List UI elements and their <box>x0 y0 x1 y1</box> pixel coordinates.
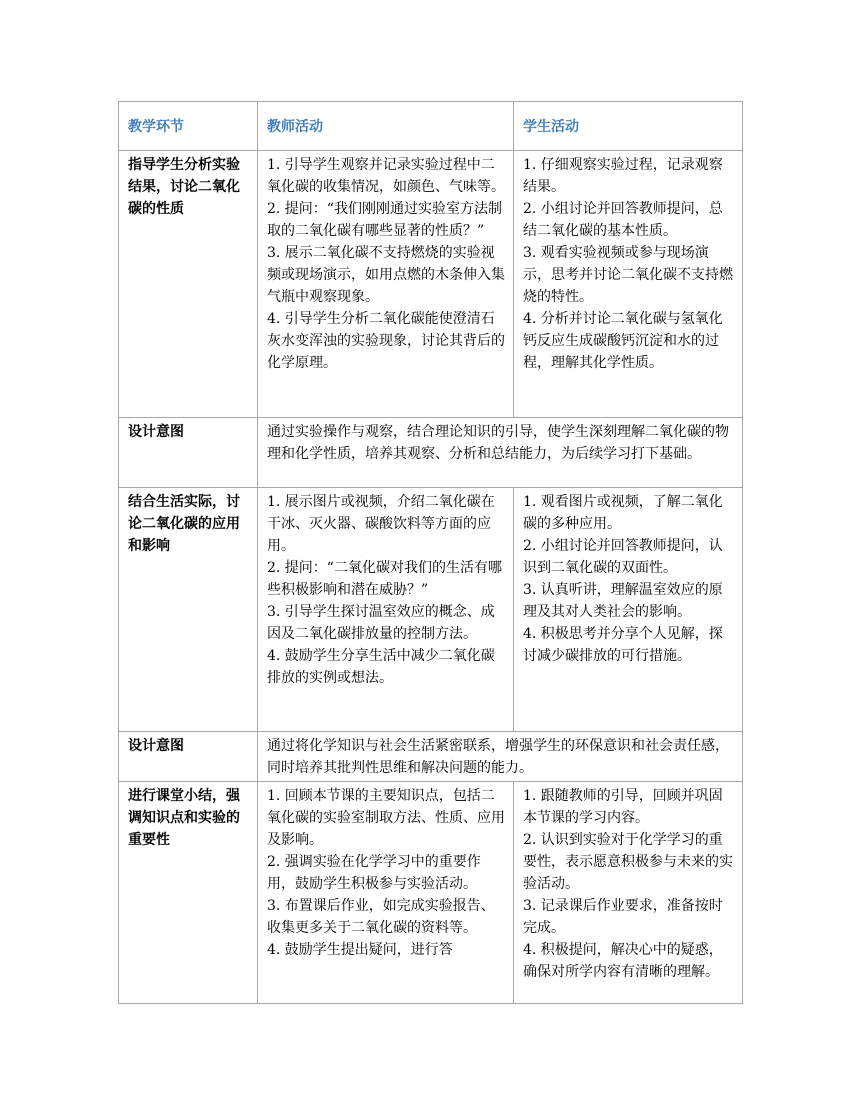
list-item: 3. 布置课后作业，如完成实验报告、收集更多关于二氧化碳的资料等。 <box>267 898 495 936</box>
list-item: 2. 小组讨论并回答教师提问，认识到二氧化碳的双面性。 <box>523 538 723 576</box>
design-intent-cell: 通过实验操作与观察，结合理论知识的引导，使学生深刻理解二氧化碳的物理和化学性质，培养其观察、分析和总结能力，为后续学习打下基础。 <box>258 418 743 488</box>
table-header-row <box>119 102 743 151</box>
list-item: 4. 积极思考并分享个人见解，探讨减少碳排放的可行措施。 <box>523 626 723 664</box>
header-student: 学生活动 <box>514 102 743 151</box>
stage-cell: 设计意图 <box>119 732 258 782</box>
teacher-activity-cell <box>258 782 514 1004</box>
lesson-plan-page <box>118 101 742 1004</box>
table-row <box>119 151 743 418</box>
list-item: 4. 鼓励学生分享生活中减少二氧化碳排放的实例或想法。 <box>267 648 495 686</box>
list-item: 1. 观看图片或视频，了解二氧化碳的多种应用。 <box>523 494 723 532</box>
list-item: 1. 回顾本节课的主要知识点，包括二氧化碳的实验室制取方法、性质、应用及影响。 <box>267 788 505 848</box>
list-item: 4. 分析并讨论二氧化碳与氢氧化钙反应生成碳酸钙沉淀和水的过程，理解其化学性质。 <box>523 311 723 371</box>
list-item: 4. 鼓励学生提出疑问，进行答 <box>267 942 453 958</box>
list-item: 4. 积极提问，解决心中的疑惑，确保对所学内容有清晰的理解。 <box>523 942 723 980</box>
list-item: 2. 提问：“我们刚刚通过实验室方法制取的二氧化碳有哪些显著的性质？” <box>267 201 502 239</box>
list-item: 2. 小组讨论并回答教师提问，总结二氧化碳的基本性质。 <box>523 201 723 239</box>
teacher-activity-cell <box>258 151 514 418</box>
table-row <box>119 782 743 1004</box>
lesson-plan-table <box>118 101 743 1004</box>
stage-cell: 结合生活实际，讨论二氧化碳的应用和影响 <box>119 488 258 732</box>
design-intent-cell: 通过将化学知识与社会生活紧密联系，增强学生的环保意识和社会责任感，同时培养其批判性思维和解决问题的能力。 <box>258 732 743 782</box>
teacher-activity-cell <box>258 488 514 732</box>
stage-cell: 设计意图 <box>119 418 258 488</box>
list-item: 1. 引导学生观察并记录实验过程中二氧化碳的收集情况，如颜色、气味等。 <box>267 157 505 195</box>
student-activity-cell <box>514 782 743 1004</box>
list-item: 3. 展示二氧化碳不支持燃烧的实验视频或现场演示，如用点燃的木条伸入集气瓶中观察现象。 <box>267 245 505 305</box>
list-item: 3. 认真听讲，理解温室效应的原理及其对人类社会的影响。 <box>523 582 723 620</box>
table-row <box>119 732 743 782</box>
header-stage: 教学环节 <box>119 102 258 151</box>
student-activity-cell <box>514 488 743 732</box>
student-activity-cell <box>514 151 743 418</box>
list-item: 2. 认识到实验对于化学学习的重要性，表示愿意积极参与未来的实验活动。 <box>523 832 733 892</box>
stage-cell: 指导学生分析实验结果，讨论二氧化碳的性质 <box>119 151 258 418</box>
table-row <box>119 418 743 488</box>
header-teacher: 教师活动 <box>258 102 514 151</box>
list-item: 3. 记录课后作业要求，准备按时完成。 <box>523 898 723 936</box>
list-item: 3. 引导学生探讨温室效应的概念、成因及二氧化碳排放量的控制方法。 <box>267 604 495 642</box>
list-item: 1. 跟随教师的引导，回顾并巩固本节课的学习内容。 <box>523 788 723 826</box>
list-item: 2. 强调实验在化学学习中的重要作用，鼓励学生积极参与实验活动。 <box>267 854 481 892</box>
list-item: 2. 提问：“二氧化碳对我们的生活有哪些积极影响和潜在威胁？” <box>267 560 502 598</box>
list-item: 3. 观看实验视频或参与现场演示，思考并讨论二氧化碳不支持燃烧的特性。 <box>523 245 733 305</box>
list-item: 1. 仔细观察实验过程，记录观察结果。 <box>523 157 723 195</box>
list-item: 4. 引导学生分析二氧化碳能使澄清石灰水变浑浊的实验现象，讨论其背后的化学原理。 <box>267 311 505 371</box>
table-row <box>119 488 743 732</box>
list-item: 1. 展示图片或视频，介绍二氧化碳在干冰、灭火器、碳酸饮料等方面的应用。 <box>267 494 495 554</box>
stage-cell: 进行课堂小结，强调知识点和实验的重要性 <box>119 782 258 1004</box>
